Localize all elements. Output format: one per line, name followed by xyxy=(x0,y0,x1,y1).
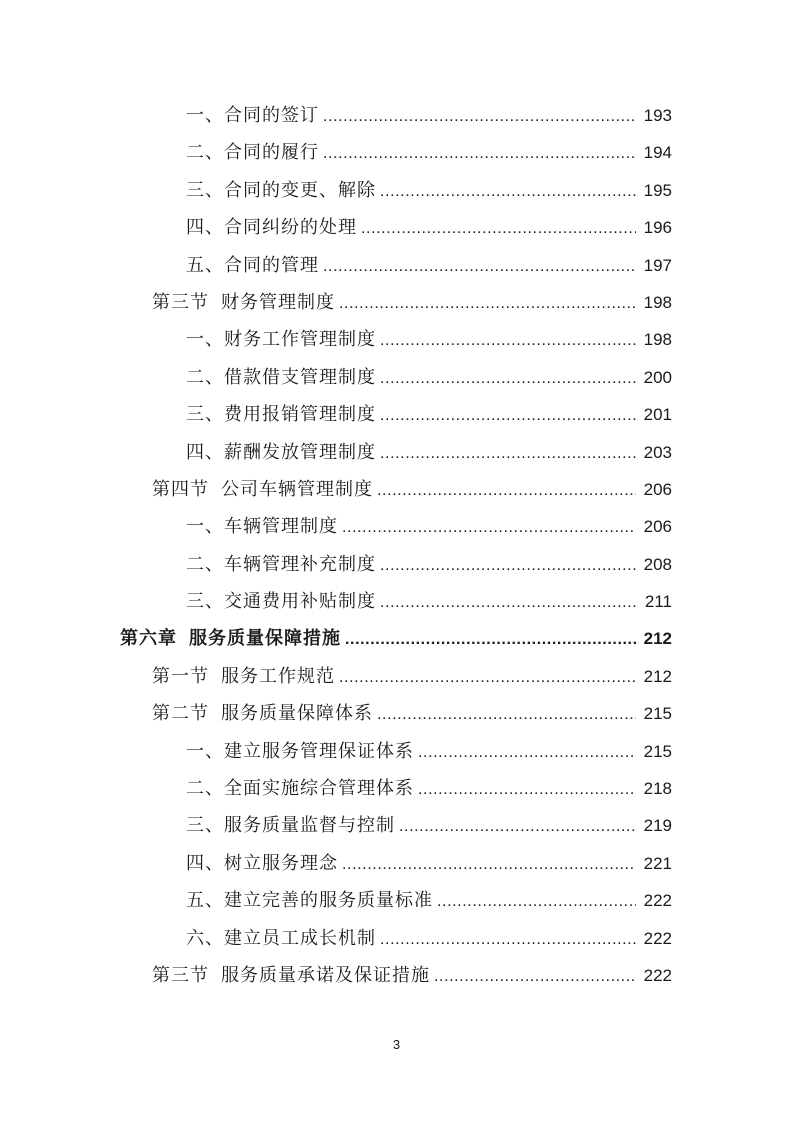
toc-subsection-entry[interactable] xyxy=(0,325,793,362)
toc-page-number: 212 xyxy=(643,629,672,649)
toc-subsection-entry[interactable] xyxy=(0,176,793,213)
toc-entry-number: 二、 xyxy=(186,142,224,164)
toc-entry-number: 四、 xyxy=(186,217,224,239)
toc-subsection-entry[interactable] xyxy=(0,438,793,475)
toc-subsection-entry[interactable] xyxy=(0,550,793,587)
toc-entry-title xyxy=(186,400,376,426)
toc-page-number: 211 xyxy=(644,592,672,612)
toc-entry-title xyxy=(186,101,319,127)
toc-subsection-entry[interactable] xyxy=(0,587,793,624)
toc-page-number: 212 xyxy=(643,666,672,686)
toc-entry-title xyxy=(186,325,376,351)
toc-entry-text: 全面实施综合管理体系 xyxy=(224,778,414,800)
toc-entry-title xyxy=(186,363,376,389)
toc-dot-leader xyxy=(345,631,636,649)
toc-dot-leader xyxy=(380,594,636,612)
toc-entry-text: 车辆管理补充制度 xyxy=(224,553,376,575)
toc-page-number: 206 xyxy=(643,479,672,499)
toc-entry-title xyxy=(152,475,373,501)
toc-entry-text: 合同的履行 xyxy=(224,142,319,164)
toc-entry-text: 建立员工成长机制 xyxy=(224,927,376,949)
toc-entry-title xyxy=(186,849,338,875)
toc-chapter-entry[interactable] xyxy=(0,624,793,661)
toc-dot-leader xyxy=(399,818,636,836)
toc-section-entry[interactable] xyxy=(0,662,793,699)
toc-entry-title xyxy=(186,587,376,613)
toc-subsection-entry[interactable] xyxy=(0,251,793,288)
toc-subsection-entry[interactable] xyxy=(0,924,793,961)
toc-entry-title xyxy=(152,662,335,688)
toc-dot-leader xyxy=(380,370,636,388)
toc-entry-title xyxy=(152,961,430,987)
toc-section-entry[interactable] xyxy=(0,699,793,736)
toc-entry-text: 服务质量保障措施 xyxy=(189,628,341,650)
toc-subsection-entry[interactable] xyxy=(0,213,793,250)
toc-subsection-entry[interactable] xyxy=(0,849,793,886)
toc-subsection-entry[interactable] xyxy=(0,737,793,774)
toc-dot-leader xyxy=(323,108,636,126)
toc-subsection-entry[interactable] xyxy=(0,400,793,437)
toc-entry-title xyxy=(186,886,433,912)
toc-entry-number: 一、 xyxy=(186,329,224,351)
toc-page-number: 201 xyxy=(643,405,672,425)
toc-entry-title xyxy=(186,213,357,239)
toc-entry-title xyxy=(186,811,395,837)
toc-section-entry[interactable] xyxy=(0,961,793,998)
toc-page-number: 193 xyxy=(643,106,672,125)
toc-dot-leader xyxy=(380,332,636,350)
toc-entry-text: 财务管理制度 xyxy=(221,291,335,313)
toc-entry-text: 服务质量保障体系 xyxy=(221,703,373,725)
toc-entry-text: 服务质量承诺及保证措施 xyxy=(221,964,430,986)
toc-entry-number: 六、 xyxy=(186,927,224,949)
toc-page-number: 195 xyxy=(643,180,672,200)
toc-entry-title xyxy=(186,924,376,950)
toc-dot-leader xyxy=(380,445,636,463)
toc-entry-title xyxy=(186,176,376,202)
toc-dot-leader xyxy=(380,557,636,575)
toc-subsection-entry[interactable] xyxy=(0,811,793,848)
toc-dot-leader xyxy=(361,220,636,238)
toc-page-number: 222 xyxy=(643,965,672,985)
toc-dot-leader xyxy=(377,482,636,500)
toc-dot-leader xyxy=(418,744,636,762)
toc-page-number: 222 xyxy=(643,891,672,911)
toc-entry-text: 服务质量监督与控制 xyxy=(224,815,395,837)
toc-entry-number: 第三节 xyxy=(152,291,209,313)
toc-subsection-entry[interactable] xyxy=(0,138,793,175)
toc-entry-text: 交通费用补贴制度 xyxy=(224,591,376,613)
toc-page-number: 221 xyxy=(643,853,672,873)
toc-subsection-entry[interactable] xyxy=(0,774,793,811)
toc-entry-title xyxy=(186,550,376,576)
toc-page-number: 208 xyxy=(643,554,672,574)
toc-subsection-entry[interactable] xyxy=(0,101,793,138)
toc-entry-title xyxy=(186,774,414,800)
toc-entry-number: 一、 xyxy=(186,740,224,762)
toc-page-number: 215 xyxy=(643,704,672,724)
toc-page-number: 194 xyxy=(643,143,672,163)
toc-entry-text: 建立完善的服务质量标准 xyxy=(224,890,433,912)
toc-dot-leader xyxy=(323,258,636,276)
toc-dot-leader xyxy=(342,856,636,874)
toc-entry-number: 三、 xyxy=(186,815,224,837)
table-of-contents xyxy=(0,101,793,998)
toc-dot-leader xyxy=(437,893,636,911)
toc-dot-leader xyxy=(380,183,636,201)
toc-entry-text: 借款借支管理制度 xyxy=(224,366,376,388)
toc-entry-number: 第四节 xyxy=(152,478,209,500)
toc-entry-text: 合同的变更、解除 xyxy=(224,179,376,201)
toc-entry-number: 五、 xyxy=(186,254,224,276)
toc-entry-text: 薪酬发放管理制度 xyxy=(224,441,376,463)
toc-entry-number: 四、 xyxy=(186,852,224,874)
toc-dot-leader xyxy=(434,968,636,986)
toc-entry-title xyxy=(186,251,319,277)
toc-subsection-entry[interactable] xyxy=(0,512,793,549)
toc-entry-number: 二、 xyxy=(186,553,224,575)
toc-page-number: 197 xyxy=(643,255,672,275)
toc-dot-leader xyxy=(418,781,636,799)
toc-subsection-entry[interactable] xyxy=(0,363,793,400)
toc-dot-leader xyxy=(323,145,636,163)
toc-dot-leader xyxy=(342,519,636,537)
toc-page-number: 203 xyxy=(643,442,672,462)
toc-page-number: 219 xyxy=(643,816,672,836)
toc-entry-title xyxy=(186,512,338,538)
toc-page-number: 198 xyxy=(643,292,672,312)
toc-page-number: 222 xyxy=(643,928,672,948)
toc-entry-text: 树立服务理念 xyxy=(224,852,338,874)
toc-subsection-entry[interactable] xyxy=(0,886,793,923)
toc-entry-number: 五、 xyxy=(186,890,224,912)
toc-entry-text: 财务工作管理制度 xyxy=(224,329,376,351)
toc-page-number: 206 xyxy=(643,517,672,537)
toc-entry-number: 三、 xyxy=(186,591,224,613)
toc-dot-leader xyxy=(339,669,636,687)
toc-entry-text: 合同纠纷的处理 xyxy=(224,217,357,239)
toc-entry-text: 合同的签订 xyxy=(224,105,319,126)
toc-entry-number: 二、 xyxy=(186,366,224,388)
toc-section-entry[interactable] xyxy=(0,288,793,325)
toc-entry-number: 一、 xyxy=(186,105,224,126)
toc-dot-leader xyxy=(380,931,636,949)
toc-page-number: 218 xyxy=(643,779,672,799)
page-number: 3 xyxy=(392,1037,401,1052)
toc-entry-text: 公司车辆管理制度 xyxy=(221,478,373,500)
toc-entry-number: 第六章 xyxy=(120,628,177,650)
toc-page-number: 200 xyxy=(643,367,672,387)
toc-entry-title xyxy=(186,438,376,464)
toc-entry-title xyxy=(186,737,414,763)
toc-entry-number: 四、 xyxy=(186,441,224,463)
toc-entry-number: 一、 xyxy=(186,516,224,538)
toc-page-number: 215 xyxy=(643,741,672,761)
toc-entry-number: 三、 xyxy=(186,404,224,426)
toc-dot-leader xyxy=(377,706,636,724)
toc-page-number: 196 xyxy=(643,218,672,238)
toc-entry-title xyxy=(152,699,373,725)
toc-entry-text: 车辆管理制度 xyxy=(224,516,338,538)
toc-page-number: 198 xyxy=(643,330,672,350)
toc-entry-number: 第三节 xyxy=(152,964,209,986)
toc-entry-title xyxy=(120,624,341,650)
toc-entry-text: 合同的管理 xyxy=(224,254,319,276)
toc-entry-number: 二、 xyxy=(186,778,224,800)
toc-entry-number: 第二节 xyxy=(152,703,209,725)
toc-entry-text: 服务工作规范 xyxy=(221,665,335,687)
toc-entry-text: 建立服务管理保证体系 xyxy=(224,740,414,762)
toc-entry-number: 三、 xyxy=(186,179,224,201)
toc-dot-leader xyxy=(380,407,636,425)
toc-entry-title xyxy=(152,288,335,314)
toc-entry-number: 第一节 xyxy=(152,665,209,687)
toc-entry-text: 费用报销管理制度 xyxy=(224,404,376,426)
toc-entry-title xyxy=(186,138,319,164)
toc-dot-leader xyxy=(339,295,636,313)
toc-section-entry[interactable] xyxy=(0,475,793,512)
